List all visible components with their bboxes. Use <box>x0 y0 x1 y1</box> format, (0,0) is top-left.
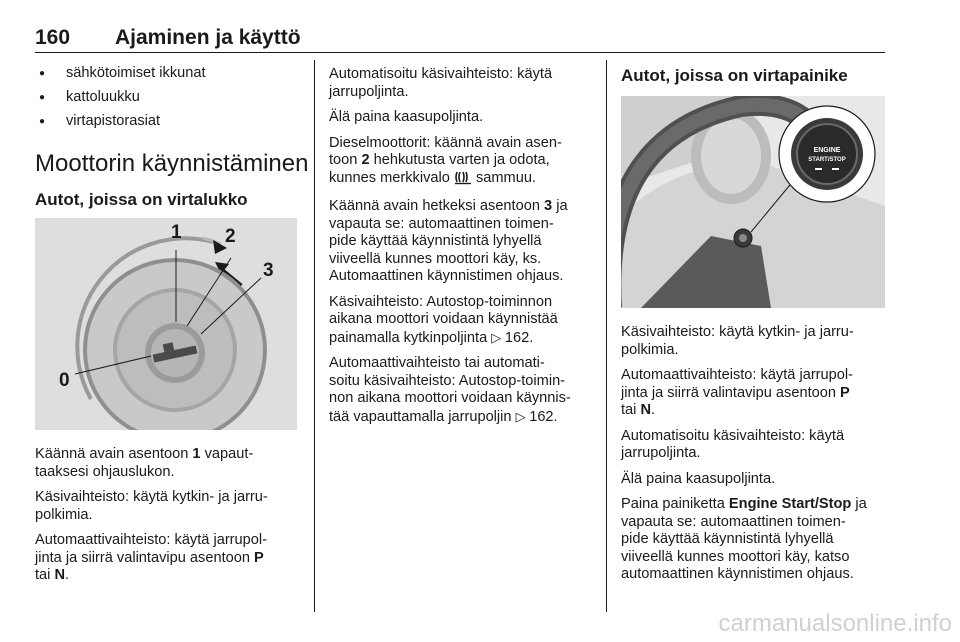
paragraph: Käännä avain hetkeksi asentoon 3 ja vapauta se: automaattinen toimen- pide käyttää käynnistintä lyhyellä viiveellä kunnes moottori käy, ks. Automaattinen käynnistimen ohjaus. <box>329 198 568 284</box>
position-label-2: 2 <box>225 226 236 247</box>
column-3-body <box>621 324 887 592</box>
column-divider-2 <box>606 60 607 612</box>
section-title: Moottorin käynnistäminen <box>35 150 309 177</box>
paragraph: Paina painiketta Engine Start/Stop ja vapauta se: automaattinen toimen- pide käyttää käynnistintä lyhyellä viiveellä kunnes moottori käy, katso automaattinen käynnistimen ohjaus. <box>621 496 867 582</box>
position-label-0: 0 <box>59 370 70 391</box>
start-stop-button-label: START/STOP <box>808 157 846 163</box>
subsection-title: Autot, joissa on virtapainike <box>621 66 848 85</box>
position-label-1: 1 <box>171 222 182 243</box>
paragraph: Käsivaihteisto: Autostop-toiminnon aikana moottori voidaan käynnistää painamalla kytkinpoljinta ▷ 162. <box>329 293 558 346</box>
paragraph: Automatisoitu käsivaihteisto: käytä jarrupoljinta. <box>621 427 845 461</box>
paragraph: Käsivaihteisto: käytä kytkin- ja jarru- polkimia. <box>35 489 268 523</box>
list-item: ● kattoluukku <box>35 89 305 113</box>
list-item: ● sähkötoimiset ikkunat <box>35 65 305 89</box>
bullet-list-container <box>35 65 305 137</box>
paragraph: Automaattivaihteisto tai automati- soitu käsivaihteisto: Autostop-toimin- non aikana moottori voidaan käynnis- tää vapauttamalla jarrupoljin ▷ 162. <box>329 355 571 425</box>
chapter-title: Ajaminen ja käyttö <box>115 26 301 49</box>
watermark: carmanualsonline.info <box>718 610 952 637</box>
paragraph: Dieselmoottorit: käännä avain asen- toon 2 hehkutusta varten ja odota, kunnes merkkivalo sammuu. <box>329 135 597 191</box>
page-header <box>35 26 301 50</box>
paragraph: Älä paina kaasupoljinta. <box>329 109 484 125</box>
paragraph: Älä paina kaasupoljinta. <box>621 470 776 487</box>
column-divider-1 <box>314 60 315 612</box>
list-item: ● virtapistorasiat <box>35 113 305 137</box>
page-reference-icon[interactable]: ▷ <box>515 408 530 424</box>
header-rule <box>35 52 885 53</box>
paragraph: Automaattivaihteisto: käytä jarrupol- jinta ja siirrä valintavipu asentoon P tai N. <box>621 367 853 418</box>
paragraph: Automatisoitu käsivaihteisto: käytä jarrupoljinta. <box>329 66 553 100</box>
paragraph: Käsivaihteisto: käytä kytkin- ja jarru- polkimia. <box>621 324 854 358</box>
page-reference-link[interactable]: 162. <box>504 329 534 346</box>
ignition-lock-figure <box>35 218 297 430</box>
paragraph: Käännä avain asentoon 1 vapaut- taaksesi ohjauslukon. <box>35 446 254 480</box>
start-stop-button-figure <box>621 96 885 308</box>
page-reference-link[interactable]: 162. <box>529 408 558 425</box>
engine-button-label: ENGINE <box>813 147 841 154</box>
column-1-body <box>35 446 305 593</box>
feature-bullet-list <box>35 65 305 137</box>
glow-plug-indicator-icon <box>454 170 472 191</box>
page-reference-icon[interactable]: ▷ <box>491 329 505 345</box>
paragraph: Automaattivaihteisto: käytä jarrupol- jinta ja siirrä valintavipu asentoon P tai N. <box>35 532 267 583</box>
position-label-3: 3 <box>263 260 274 281</box>
subsection-title: Autot, joissa on virtalukko <box>35 190 248 209</box>
page-number: 160 <box>35 26 71 49</box>
column-2-body <box>329 66 597 434</box>
dashboard-illustration <box>621 96 885 308</box>
ignition-lock-illustration <box>35 218 297 430</box>
